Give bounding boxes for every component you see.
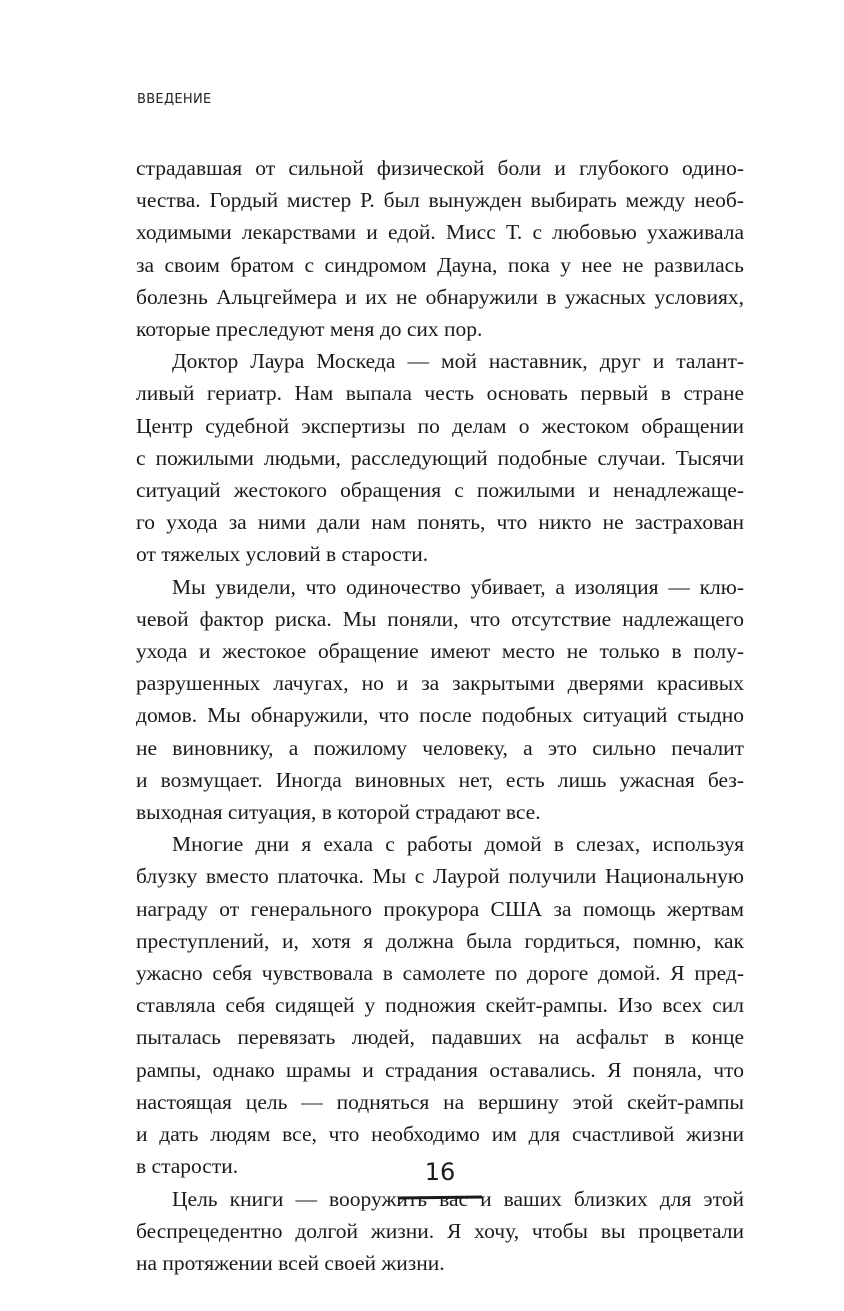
text-line: выходная ситуация, в которой страдают все. xyxy=(136,800,541,825)
running-head: ВВЕДЕНИЕ xyxy=(137,92,212,107)
body-text xyxy=(136,152,744,1279)
text-line: ситуаций жестокого обращения с пожилыми и ненадлежаще- xyxy=(136,478,744,503)
text-line: пыталась перевязать людей, падавших на асфальт в конце xyxy=(136,1025,744,1050)
text-line: Цель книги — вооружить вас и ваших близких для этой xyxy=(172,1186,744,1211)
text-line: Доктор Лаура Москеда — мой наставник, друг и талант- xyxy=(172,349,744,374)
text-line: чества. Гордый мистер Р. был вынужден выбирать между необ- xyxy=(136,188,744,213)
paragraph-3 xyxy=(136,571,744,829)
text-line: Многие дни я ехала с работы домой в слезах, используя xyxy=(172,832,744,857)
paragraph-4 xyxy=(136,828,744,1182)
text-line: ставляла себя сидящей у подножия скейт-рампы. Изо всех сил xyxy=(136,993,744,1018)
text-line: не виновнику, а пожилому человеку, а это сильно печалит xyxy=(136,735,744,760)
text-line: рампы, однако шрамы и страдания оставались. Я поняла, что xyxy=(136,1057,744,1082)
text-line: ходимыми лекарствами и едой. Мисс Т. с любовью ухаживала xyxy=(136,220,744,245)
text-line: блузку вместо платочка. Мы с Лаурой получили Национальную xyxy=(136,864,744,889)
text-line: и дать людям все, что необходимо им для счастливой жизни xyxy=(136,1122,744,1147)
text-line: домов. Мы обнаружили, что после подобных ситуаций стыдно xyxy=(136,703,744,728)
text-line: Центр судебной экспертизы по делам о жестоком обращении xyxy=(136,413,744,438)
text-line: от тяжелых условий в старости. xyxy=(136,542,429,567)
text-line: с пожилыми людьми, расследующий подобные случаи. Тысячи xyxy=(136,445,744,470)
page-number: 16 xyxy=(424,1158,456,1186)
text-line: страдавшая от сильной физической боли и глубокого одино- xyxy=(136,156,744,180)
paragraph-1 xyxy=(136,152,744,345)
text-line: болезнь Альцгеймера и их не обнаружили в ужасных условиях, xyxy=(136,284,744,309)
text-line: в старости. xyxy=(136,1154,239,1179)
paragraph-2 xyxy=(136,345,744,570)
text-line: за своим братом с синдромом Дауна, пока у нее не развилась xyxy=(136,252,744,277)
text-line: разрушенных лачугах, но и за закрытыми дверями красивых xyxy=(136,671,744,696)
text-line: чевой фактор риска. Мы поняли, что отсутствие надлежащего xyxy=(136,606,744,631)
text-line: ужасно себя чувствовала в самолете по дороге домой. Я пред- xyxy=(136,961,744,986)
text-line: ухода и жестокое обращение имеют место не только в полу- xyxy=(136,639,744,664)
text-line: беспрецедентно долгой жизни. Я хочу, чтобы вы процветали xyxy=(136,1218,744,1243)
text-line: преступлений, и, хотя я должна была гордиться, помню, как xyxy=(136,928,744,953)
text-line: Мы увидели, что одиночество убивает, а изоляция — клю- xyxy=(172,574,744,599)
text-line: на протяжении всей своей жизни. xyxy=(136,1250,445,1275)
text-line: го ухода за ними дали нам понять, что никто не застрахован xyxy=(136,510,744,535)
text-line: настоящая цель — подняться на вершину этой скейт-рампы xyxy=(136,1089,744,1114)
text-line: ливый гериатр. Нам выпала честь основать первый в стране xyxy=(136,381,744,406)
text-line: награду от генерального прокурора США за помощь жертвам xyxy=(136,896,744,921)
text-line: которые преследуют меня до сих пор. xyxy=(136,317,483,342)
text-line: и возмущает. Иногда виновных нет, есть лишь ужасная без- xyxy=(136,767,744,792)
